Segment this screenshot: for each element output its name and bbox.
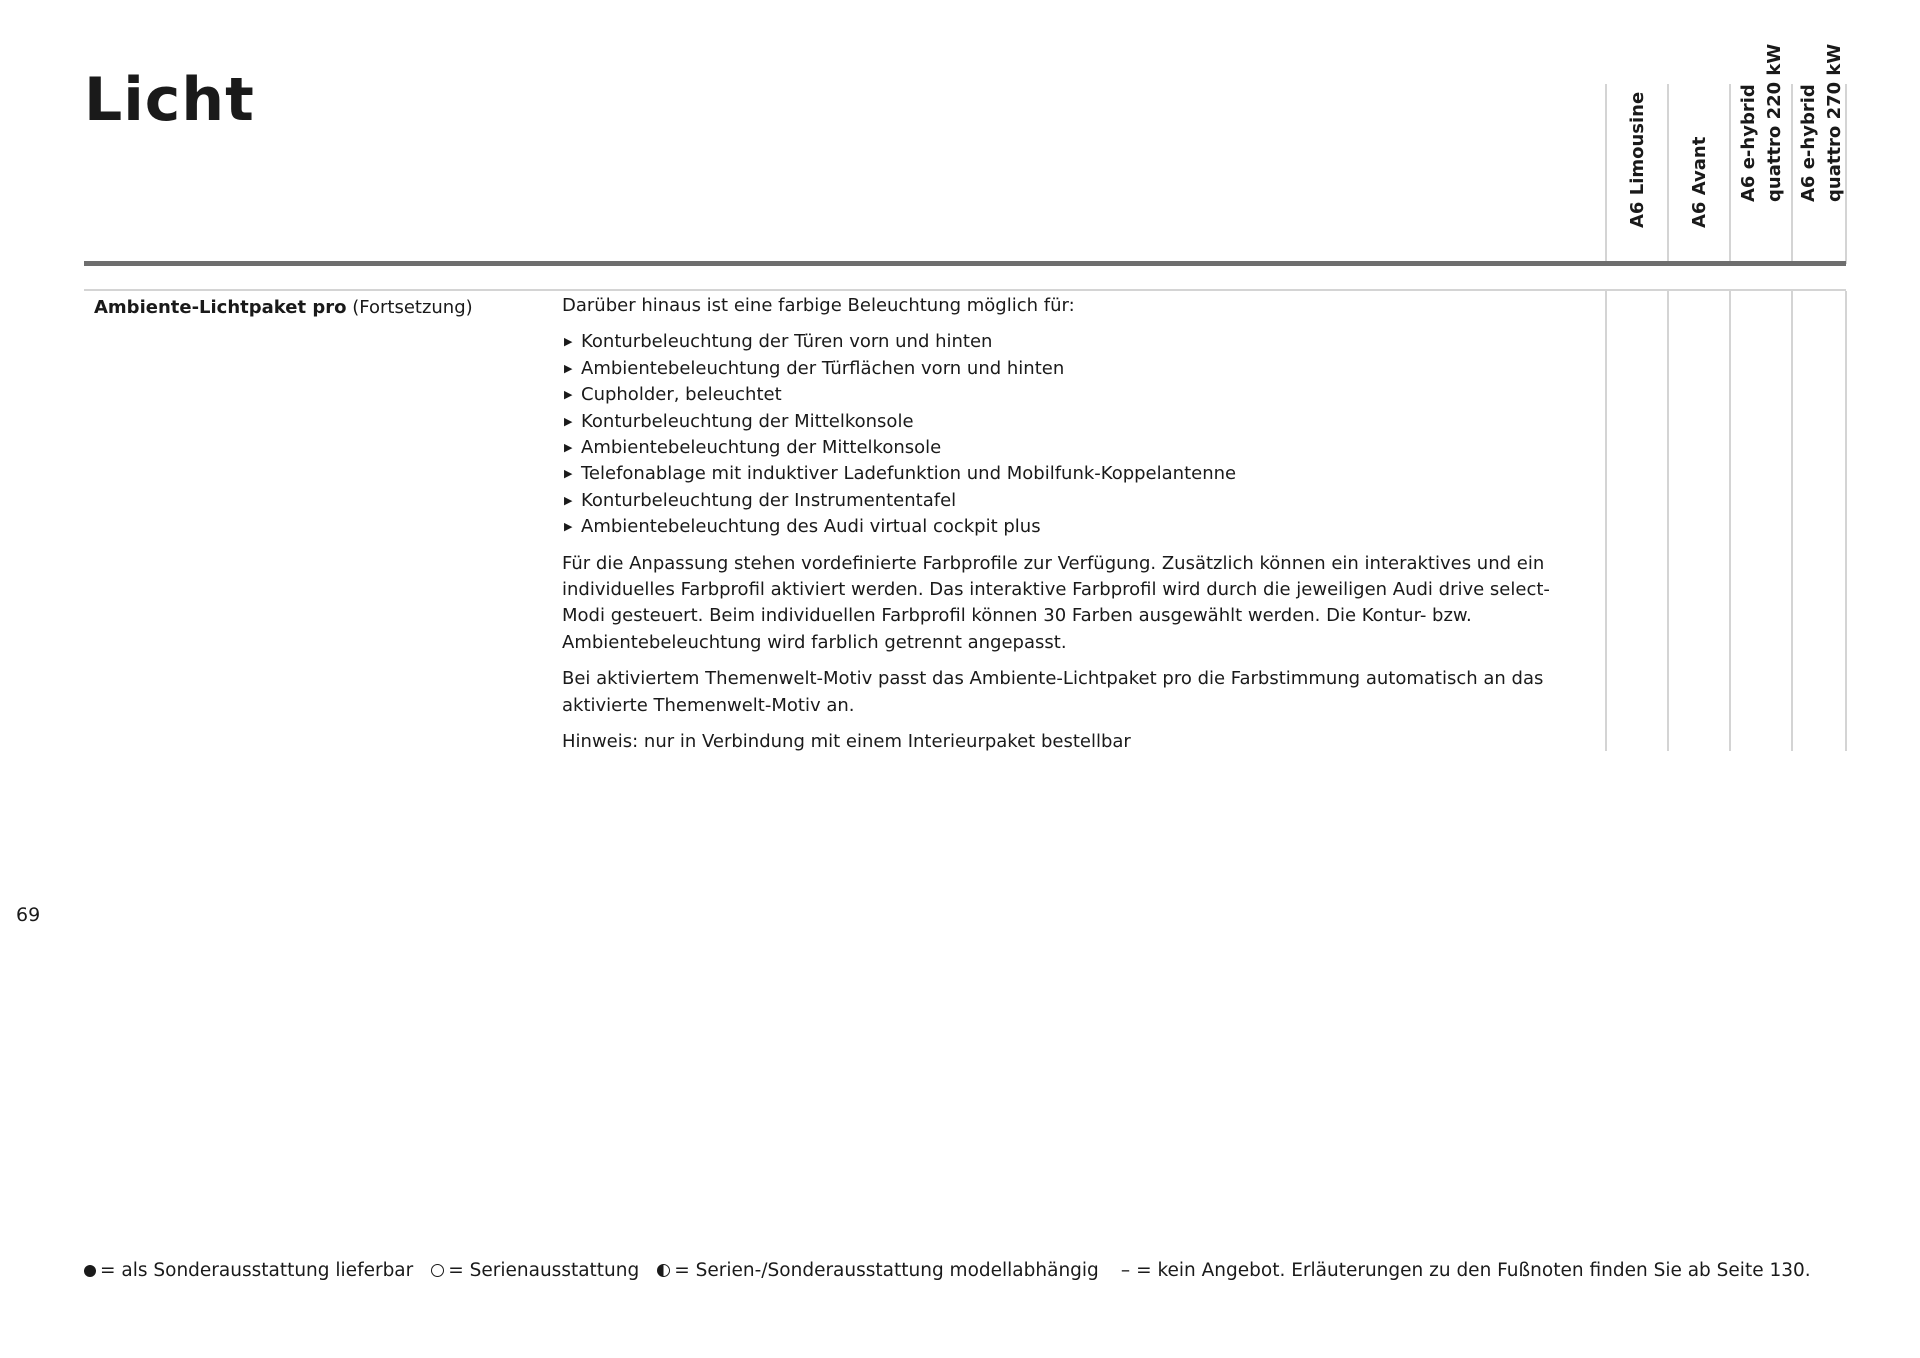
feature-list <box>562 329 1582 540</box>
legend-item-not-available <box>1121 1260 1811 1281</box>
row-label <box>94 295 473 321</box>
column-header-line: quattro 220 kW <box>1764 43 1785 202</box>
list-item-text: Ambientebeleuchtung der Mittelkonsole <box>581 437 942 459</box>
half-circle-icon <box>657 1264 670 1277</box>
empty-circle-icon <box>431 1264 444 1277</box>
column-header-line: A6 e-hybrid <box>1738 84 1759 202</box>
row-label-title: Ambiente-Lichtpaket pro <box>94 297 347 318</box>
bullet-triangle-icon: ▶ <box>564 335 573 349</box>
column-header-a6-e-hybrid-220 <box>1733 43 1791 254</box>
column-header-a6-limousine <box>1609 91 1667 254</box>
bullet-triangle-icon: ▶ <box>564 361 573 375</box>
column-divider <box>1729 291 1731 751</box>
bullet-triangle-icon: ▶ <box>564 441 573 455</box>
list-item-text: Konturbeleuchtung der Türen vorn und hinten <box>581 331 993 353</box>
page-number: 69 <box>16 904 41 926</box>
list-item-text: Cupholder, beleuchtet <box>581 384 782 406</box>
column-divider <box>1667 291 1669 751</box>
list-item <box>562 382 1582 408</box>
legend-text: = als Sonderausstattung lieferbar <box>100 1260 414 1281</box>
dash-icon: – <box>1120 1260 1131 1281</box>
bullet-triangle-icon: ▶ <box>564 414 573 428</box>
row-paragraph: Bei aktiviertem Themenwelt-Motiv passt das Ambiente-Lichtpaket pro die Farbstimmung automatisch an das aktivierte Themenwelt-Motiv an. <box>562 668 1544 716</box>
page-title: Licht <box>84 65 255 135</box>
legend-text: = Serien-/Sonderausstattung modellabhängig <box>674 1260 1099 1281</box>
bullet-triangle-icon: ▶ <box>564 493 573 507</box>
list-item <box>562 514 1582 540</box>
column-header-a6-e-hybrid-270 <box>1793 43 1851 254</box>
column-divider <box>1667 84 1669 264</box>
filled-circle-icon <box>84 1265 96 1277</box>
column-header-a6-avant <box>1671 94 1729 254</box>
list-item <box>562 488 1582 514</box>
column-header-line: A6 e-hybrid <box>1798 84 1819 202</box>
column-divider <box>1605 84 1607 264</box>
row-description <box>562 293 1582 766</box>
legend-item-model-dependent <box>657 1260 1099 1281</box>
bullet-triangle-icon: ▶ <box>564 520 573 534</box>
list-item-text: Konturbeleuchtung der Instrumententafel <box>581 489 957 511</box>
row-rule <box>84 289 1846 291</box>
column-divider <box>1845 291 1847 751</box>
list-item <box>562 461 1582 487</box>
legend-text: = Serienausstattung <box>448 1260 640 1281</box>
list-item-text: Ambientebeleuchtung der Türflächen vorn und hinten <box>581 357 1065 379</box>
row-paragraph: Für die Anpassung stehen vordefinierte Farbprofile zur Verfügung. Zusätzlich können ein interaktives und ein individuelles Farbprofil aktiviert werden. Das interaktive Farbprofil wird durch die jeweiligen Audi drive select-Modi gesteuert. Beim individuellen Farbprofil können 30 Farben ausgewählt werden. Die Kontur- bzw. Ambientebeleuchtung wird farblich getrennt angepasst. <box>562 552 1550 653</box>
legend <box>84 1260 1829 1281</box>
row-intro: Darüber hinaus ist eine farbige Beleuchtung möglich für: <box>562 295 1075 316</box>
list-item <box>562 356 1582 382</box>
bullet-triangle-icon: ▶ <box>564 388 573 402</box>
list-item <box>562 435 1582 461</box>
column-header-line: A6 Limousine <box>1627 91 1648 228</box>
column-header-line: A6 Avant <box>1689 136 1710 228</box>
column-header-line: quattro 270 kW <box>1824 43 1845 202</box>
list-item-text: Konturbeleuchtung der Mittelkonsole <box>581 410 914 432</box>
row-label-suffix: (Fortsetzung) <box>346 297 473 318</box>
column-divider <box>1605 291 1607 751</box>
legend-item-standard <box>431 1260 639 1281</box>
header-rule <box>84 261 1846 266</box>
legend-text: = kein Angebot. Erläuterungen zu den Fußnoten finden Sie ab Seite 130. <box>1136 1260 1811 1281</box>
row-note: Hinweis: nur in Verbindung mit einem Interieurpaket bestellbar <box>562 731 1131 753</box>
legend-item-optional <box>84 1260 413 1281</box>
list-item <box>562 329 1582 355</box>
bullet-triangle-icon: ▶ <box>564 467 573 481</box>
column-divider <box>1791 291 1793 751</box>
list-item <box>562 409 1582 435</box>
list-item-text: Telefonablage mit induktiver Ladefunktion und Mobilfunk-Koppelantenne <box>581 463 1237 485</box>
column-divider <box>1729 84 1731 264</box>
list-item-text: Ambientebeleuchtung des Audi virtual cockpit plus <box>581 516 1041 538</box>
